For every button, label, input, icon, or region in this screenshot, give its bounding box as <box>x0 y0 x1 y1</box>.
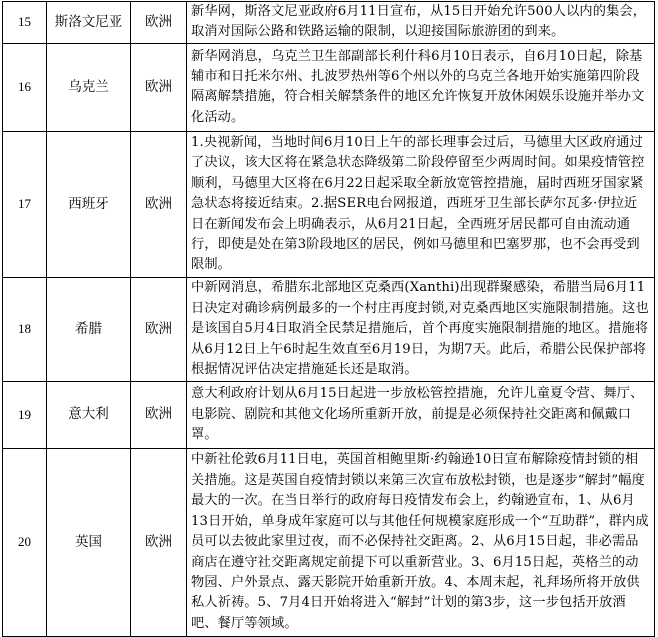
table-row <box>3 131 655 277</box>
region-name: 欧洲 <box>131 381 187 448</box>
country-name: 西班牙 <box>47 131 131 277</box>
policy-text: 中新社伦敦6月11日电，英国首相鲍里斯·约翰逊10日宣布解除疫情封锁的相关措施。这是英国自疫情封锁以来第三次宣布放松封锁，也是逐步“解封”幅度最大的一次。在当日举行的政府每日疫情发布会上，约翰逊宣布，1、从6月13日开始，单身成年家庭可以与其他任何规模家庭形成一个“互助群”，群内成员可以去彼此家里过夜，而不必保持社交距离。2、从6月15日起，非必需品商店在遵守社交距离规定前提下可以重新营业。3、6月15日起，英格兰的动物园、户外景点、露天影院开始重新开放。4、本周末起，礼拜场所将开放供私人祈祷。5、7月4日开始将进入“解封”计划的第3步，这一步包括开放酒吧、餐厅等领域。 <box>187 448 655 636</box>
country-name: 英国 <box>47 448 131 636</box>
row-number: 15 <box>3 2 47 44</box>
policy-text: 新华网消息，乌克兰卫生部副部长利什科6月10日表示，自6月10日起，除基辅市和日托米尔州、扎波罗热州等6个州以外的乌克兰各地开始实施第四阶段隔离解禁措施，符合相关解禁条件的地区允许恢复开放休闲娱乐设施并举办文化活动。 <box>187 43 655 131</box>
policy-text: 新华网，斯洛文尼亚政府6月11日宣布，从15日开始允许500人以内的集会，取消对国际公路和铁路运输的限制，以迎接国际旅游团的到来。 <box>187 2 655 44</box>
region-name: 欧洲 <box>131 277 187 381</box>
row-number: 16 <box>3 43 47 131</box>
region-name: 欧洲 <box>131 43 187 131</box>
table-row <box>3 277 655 381</box>
country-name: 斯洛文尼亚 <box>47 2 131 44</box>
table-row <box>3 448 655 636</box>
table-row <box>3 43 655 131</box>
row-number: 20 <box>3 448 47 636</box>
policy-text: 1.央视新闻，当地时间6月10日上午的部长理事会过后，马德里大区政府通过了决议，该大区将在紧急状态降级第二阶段停留至少两周时间。如果疫情管控顺利，马德里大区将在6月22日起采取全新放宽管控措施，届时西班牙国家紧急状态将接近结束。2.据SER电台网报道，西班牙卫生部长萨尔瓦多·伊拉近日在新闻发布会上明确表示，从6月21日起，全西班牙居民都可自由流动通行，即使是处在第3阶段地区的居民，例如马德里和巴塞罗那，也不会再受到限制。 <box>187 131 655 277</box>
row-number: 19 <box>3 381 47 448</box>
table-row <box>3 381 655 448</box>
country-name: 希腊 <box>47 277 131 381</box>
policy-text: 意大利政府计划从6月15日起进一步放松管控措施，允许儿童夏令营、舞厅、电影院、剧院和其他文化场所重新开放，前提是必须保持社交距离和佩戴口罩。 <box>187 381 655 448</box>
country-name: 乌克兰 <box>47 43 131 131</box>
policy-text: 中新网消息，希腊东北部地区克桑西(Xanthi)出现群聚感染，希腊当局6月11日决定对确诊病例最多的一个村庄再度封锁,对克桑西地区实施限制措施。这也是该国自5月4日取消全民禁足措施后，首个再度实施限制措施的地区。措施将从6月12日上午6时起生效直至6月19日，为期7天。此后，希腊公民保护部将根据情况评估决定措施延长还是取消。 <box>187 277 655 381</box>
policy-table <box>2 1 655 637</box>
table-row <box>3 2 655 44</box>
country-name: 意大利 <box>47 381 131 448</box>
row-number: 17 <box>3 131 47 277</box>
region-name: 欧洲 <box>131 2 187 44</box>
region-name: 欧洲 <box>131 448 187 636</box>
region-name: 欧洲 <box>131 131 187 277</box>
row-number: 18 <box>3 277 47 381</box>
